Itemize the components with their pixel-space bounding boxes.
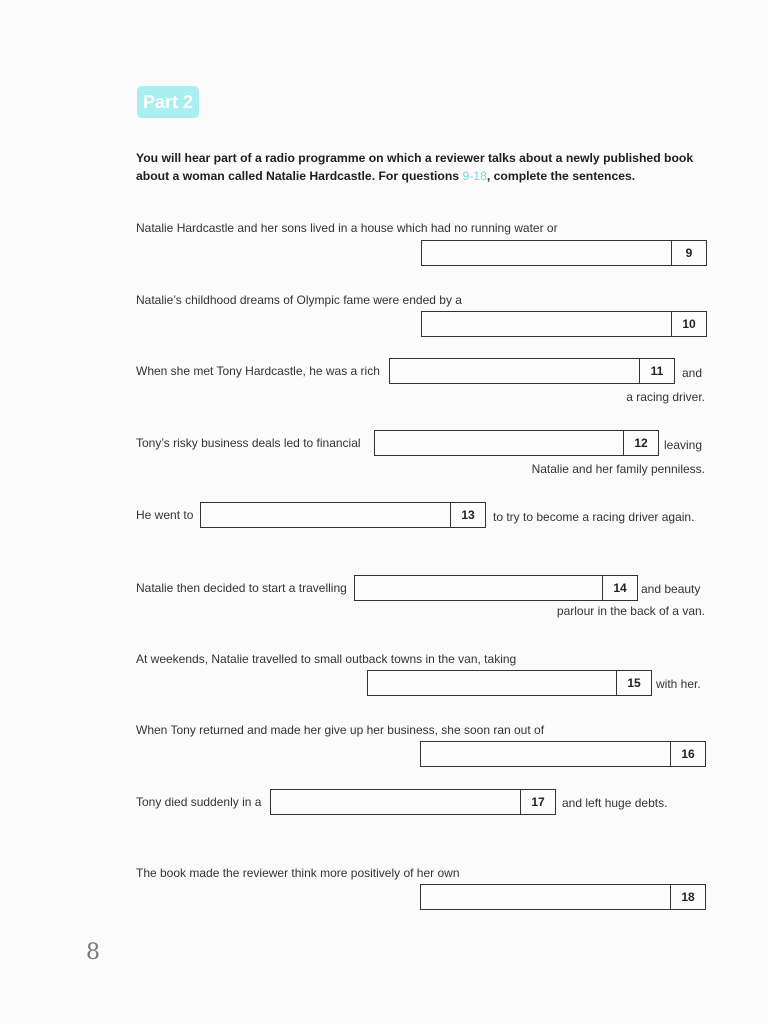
q14-answer-box[interactable] — [354, 575, 638, 601]
q14-after: and beauty — [641, 582, 701, 596]
q13-text: He went to — [136, 508, 194, 522]
q12-continuation: Natalie and her family penniless. — [531, 462, 705, 476]
q18-number: 18 — [670, 885, 705, 909]
q15-text: At weekends, Natalie travelled to small outback towns in the van, taking — [136, 652, 517, 666]
instructions-end: , complete the sentences. — [486, 169, 636, 183]
q11-number: 11 — [639, 359, 674, 383]
q16-number: 16 — [670, 742, 705, 766]
q14-number: 14 — [602, 576, 637, 600]
q12-after: leaving — [664, 438, 703, 452]
q10-text: Natalie’s childhood dreams of Olympic fame were ended by a — [136, 293, 462, 307]
q17-after: and left huge debts. — [562, 796, 668, 810]
q13-answer-box[interactable] — [200, 502, 486, 528]
q14-text: Natalie then decided to start a travelling — [136, 581, 347, 595]
q15-answer-box[interactable] — [367, 670, 652, 696]
instructions-text: You will hear part of a radio programme on which a reviewer talks about a newly published book about a woman called Natalie Hardcastle. For questions — [136, 151, 694, 183]
q13-after: to try to become a racing driver again. — [493, 510, 695, 524]
q16-answer-box[interactable] — [420, 741, 706, 767]
q11-answer-box[interactable] — [389, 358, 675, 384]
q14-continuation: parlour in the back of a van. — [556, 604, 705, 618]
instructions — [136, 149, 726, 185]
q11-after: and — [682, 366, 703, 380]
q16-text: When Tony returned and made her give up her business, she soon ran out of — [136, 723, 545, 737]
q17-number: 17 — [520, 790, 555, 814]
q15-number: 15 — [616, 671, 651, 695]
part-badge: Part 2 — [137, 86, 199, 118]
page-number: 8 — [86, 940, 100, 965]
question-range: 9-18 — [462, 169, 487, 183]
q11-text: When she met Tony Hardcastle, he was a rich — [136, 364, 380, 378]
q10-answer-box[interactable] — [421, 311, 707, 337]
q17-answer-box[interactable] — [270, 789, 556, 815]
q13-number: 13 — [450, 503, 485, 527]
q15-after: with her. — [656, 677, 701, 691]
q9-number: 9 — [671, 241, 706, 265]
q12-text: Tony’s risky business deals led to financial — [136, 436, 361, 450]
q17-text: Tony died suddenly in a — [136, 795, 262, 809]
q9-text: Natalie Hardcastle and her sons lived in a house which had no running water or — [136, 221, 558, 235]
q10-number: 10 — [671, 312, 706, 336]
q18-text: The book made the reviewer think more positively of her own — [136, 866, 460, 880]
q18-answer-box[interactable] — [420, 884, 706, 910]
q9-answer-box[interactable] — [421, 240, 707, 266]
q12-number: 12 — [623, 431, 658, 455]
q12-answer-box[interactable] — [374, 430, 659, 456]
q11-continuation: a racing driver. — [626, 390, 705, 404]
